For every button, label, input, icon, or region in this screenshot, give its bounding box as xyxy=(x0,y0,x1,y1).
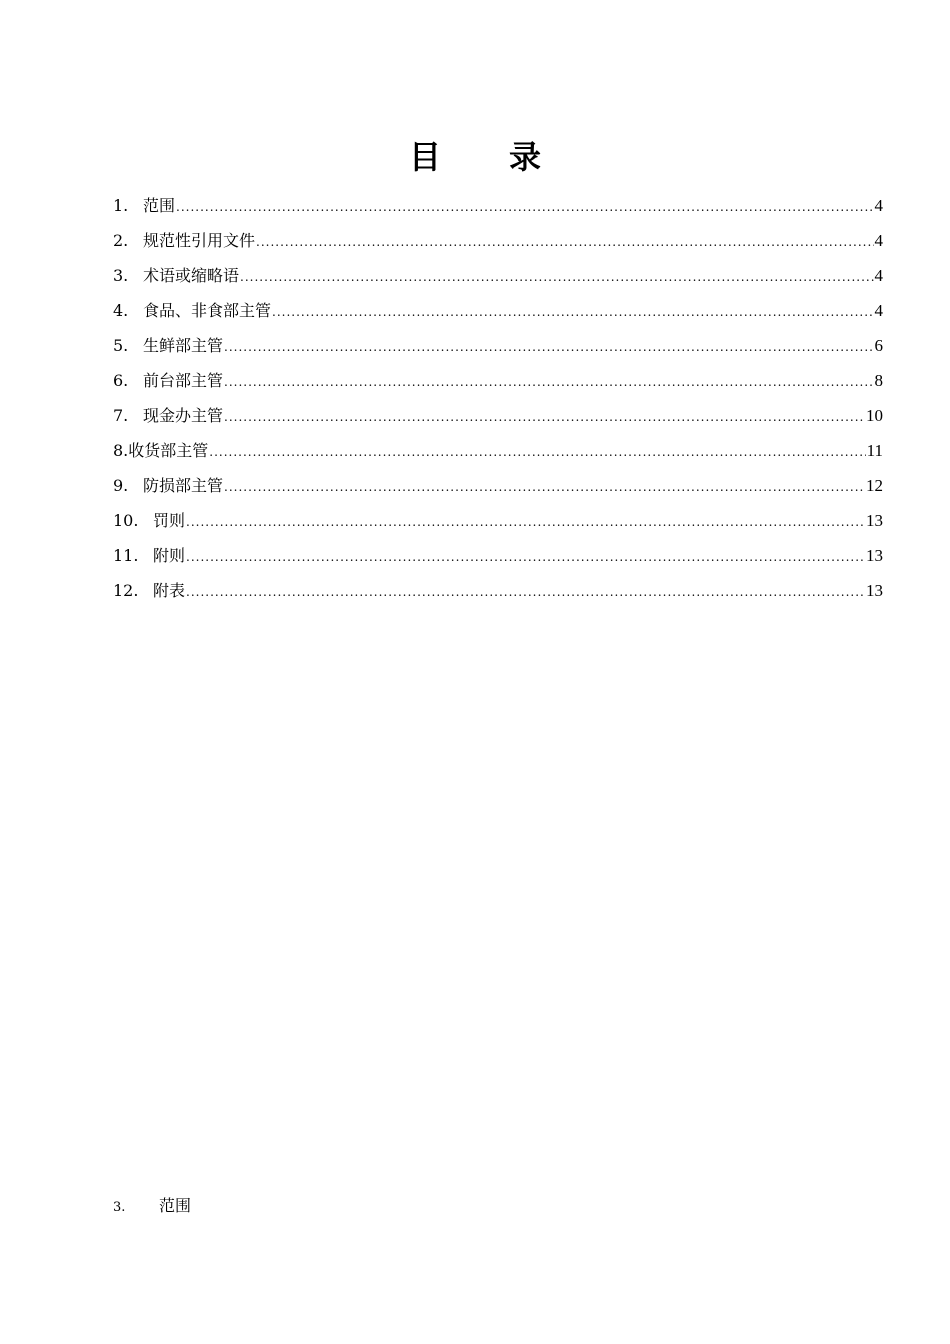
toc-entry-number: 5. xyxy=(113,336,129,355)
toc-entry-number: 12. xyxy=(113,581,139,600)
toc-entry-label: 食品、非食部主管 xyxy=(143,301,272,320)
toc-entry-label: 附则 xyxy=(153,546,186,565)
toc-dot-leader xyxy=(186,540,865,575)
section-heading-label: 范围 xyxy=(159,1196,192,1215)
toc-entry-8[interactable] xyxy=(113,433,883,468)
toc-entry-page: 4 xyxy=(874,266,883,285)
toc-entry-label: 防损部主管 xyxy=(143,476,224,495)
toc-dot-leader xyxy=(272,295,873,330)
toc-entry-label: 前台部主管 xyxy=(143,371,224,390)
toc-entry-page: 12 xyxy=(866,476,883,495)
toc-entry-5[interactable] xyxy=(113,328,883,363)
table-of-contents xyxy=(113,188,883,608)
toc-dot-leader xyxy=(240,260,873,295)
toc-entry-2[interactable] xyxy=(113,223,883,258)
toc-dot-leader xyxy=(176,190,873,225)
toc-entry-label: 规范性引用文件 xyxy=(143,231,256,250)
toc-entry-number: 2. xyxy=(113,231,129,250)
toc-entry-label: 范围 xyxy=(143,196,176,215)
toc-entry-6[interactable] xyxy=(113,363,883,398)
toc-entry-label: 收货部主管 xyxy=(128,441,209,460)
toc-dot-leader xyxy=(224,470,865,505)
page-title xyxy=(0,133,950,181)
toc-dot-leader xyxy=(186,575,865,610)
section-heading-number: 3. xyxy=(113,1200,126,1215)
toc-entry-page: 4 xyxy=(874,301,883,320)
page-title-char-1: 目 xyxy=(408,138,441,177)
toc-entry-label: 术语或缩略语 xyxy=(143,266,240,285)
toc-entry-label: 罚则 xyxy=(153,511,186,530)
toc-entry-number: 1. xyxy=(113,196,129,215)
toc-entry-label: 附表 xyxy=(153,581,186,600)
toc-entry-number: 3. xyxy=(113,266,129,285)
toc-entry-number: 11. xyxy=(113,546,139,565)
toc-dot-leader xyxy=(224,330,873,365)
toc-entry-3[interactable] xyxy=(113,258,883,293)
toc-entry-page: 13 xyxy=(866,581,883,600)
toc-entry-page: 4 xyxy=(874,231,883,250)
toc-entry-10[interactable] xyxy=(113,503,883,538)
toc-entry-12[interactable] xyxy=(113,573,883,608)
toc-entry-number: 10. xyxy=(113,511,139,530)
toc-entry-number: 9. xyxy=(113,476,129,495)
toc-dot-leader xyxy=(209,435,865,470)
toc-dot-leader xyxy=(224,365,873,400)
toc-entry-page: 11 xyxy=(866,441,883,460)
toc-entry-page: 13 xyxy=(866,511,883,530)
toc-entry-page: 13 xyxy=(866,546,883,565)
toc-entry-7[interactable] xyxy=(113,398,883,433)
section-heading xyxy=(113,1194,191,1220)
page-title-char-2: 录 xyxy=(509,138,542,177)
toc-entry-label: 现金办主管 xyxy=(143,406,224,425)
toc-entry-number: 8. xyxy=(113,441,129,460)
toc-dot-leader xyxy=(256,225,873,260)
toc-entry-number: 7. xyxy=(113,406,129,425)
toc-entry-page: 8 xyxy=(874,371,883,390)
toc-dot-leader xyxy=(186,505,865,540)
toc-entry-11[interactable] xyxy=(113,538,883,573)
toc-entry-number: 4. xyxy=(113,301,129,320)
toc-entry-page: 10 xyxy=(866,406,883,425)
toc-dot-leader xyxy=(224,400,865,435)
toc-entry-page: 6 xyxy=(874,336,883,355)
toc-entry-1[interactable] xyxy=(113,188,883,223)
toc-entry-page: 4 xyxy=(874,196,883,215)
toc-entry-label: 生鲜部主管 xyxy=(143,336,224,355)
toc-entry-9[interactable] xyxy=(113,468,883,503)
toc-entry-number: 6. xyxy=(113,371,129,390)
toc-entry-4[interactable] xyxy=(113,293,883,328)
